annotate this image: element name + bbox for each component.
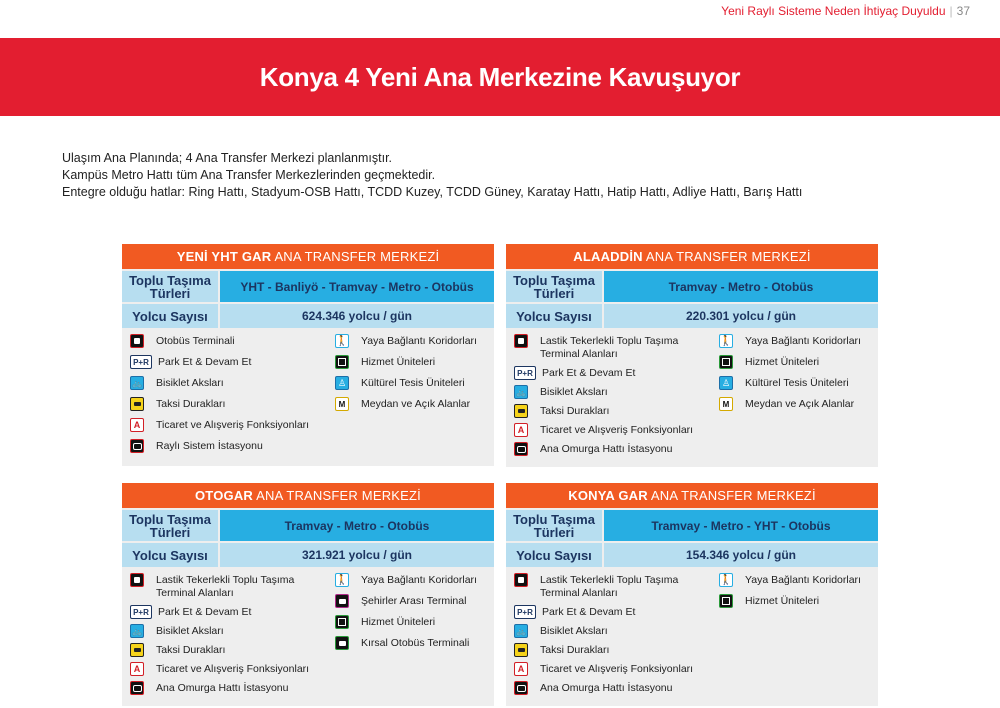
legend-item-label: Bisiklet Aksları [156, 625, 224, 637]
service-unit-icon [719, 594, 733, 608]
legend-item [130, 355, 335, 369]
legend-item-label: Yaya Bağlantı Koridorları [745, 335, 861, 347]
service-unit-icon [335, 615, 349, 629]
legend-item [130, 418, 335, 432]
legend-item [514, 442, 719, 456]
legend-item [719, 573, 878, 587]
bicycle-icon: 🚲 [130, 376, 144, 390]
passenger-count-value: 624.346 yolcu / gün [220, 304, 494, 328]
legend-item [130, 376, 335, 390]
card-title [506, 244, 878, 269]
transport-types-label: Toplu Taşıma Türleri [506, 271, 602, 302]
legend-item [514, 605, 719, 619]
service-unit-icon [719, 355, 733, 369]
culture-icon: ♙ [719, 376, 733, 390]
transfer-center-card [506, 244, 878, 467]
legend-item-label: Raylı Sistem İstasyonu [156, 440, 263, 452]
legend-item-label: Şehirler Arası Terminal [361, 595, 467, 607]
passenger-count-label: Yolcu Sayısı [506, 543, 602, 567]
shopping-icon: A [514, 662, 528, 676]
rural-bus-icon [335, 636, 349, 650]
transfer-center-card [506, 483, 878, 706]
bus-terminal-icon [130, 334, 144, 348]
passenger-count-label: Yolcu Sayısı [122, 304, 218, 328]
legend-item-label: Ticaret ve Alışveriş Fonksiyonları [156, 419, 310, 431]
legend-item-label: Ticaret ve Alışveriş Fonksiyonları [540, 663, 694, 675]
title-banner [0, 38, 1000, 116]
transport-types-label: Toplu Taşıma Türleri [506, 510, 602, 541]
legend-item [514, 404, 719, 418]
card-title [506, 483, 878, 508]
intro-line: Ulaşım Ana Planında; 4 Ana Transfer Merkezi planlanmıştır. [62, 151, 393, 165]
legend-column [514, 334, 719, 461]
taxi-icon [514, 404, 528, 418]
legend-column [335, 573, 494, 700]
legend-item [719, 376, 878, 390]
legend-item-label: Hizmet Üniteleri [745, 356, 820, 368]
legend-item-label: Lastik Tekerlekli Toplu Taşıma Terminal Alanları [156, 574, 295, 599]
transport-types-row [506, 510, 878, 541]
legend-item [719, 594, 878, 608]
card-title [122, 244, 494, 269]
passenger-count-value: 154.346 yolcu / gün [604, 543, 878, 567]
legend-item [130, 439, 335, 453]
legend-item [335, 397, 494, 411]
legend-item-label: Park Et & Devam Et [158, 356, 252, 368]
legend-item [335, 376, 494, 390]
rail-station-icon [130, 681, 144, 695]
legend-item [130, 573, 335, 600]
park-and-ride-icon: P+R [130, 605, 152, 619]
center-suffix: ANA TRANSFER MERKEZİ [645, 249, 811, 264]
facility-legend [506, 328, 878, 467]
legend-item [514, 334, 719, 361]
center-name: OTOGAR [195, 488, 254, 503]
rail-station-icon [514, 442, 528, 456]
legend-item-label: Ana Omurga Hattı İstasyonu [540, 443, 673, 455]
legend-item [514, 662, 719, 676]
legend-item-label: Bisiklet Aksları [540, 386, 608, 398]
page-number: 37 [956, 4, 970, 18]
pedestrian-icon: 🚶 [719, 574, 733, 586]
passenger-count-value: 220.301 yolcu / gün [604, 304, 878, 328]
legend-item-label: Taksi Durakları [540, 644, 610, 656]
passenger-count-row [506, 304, 878, 328]
pedestrian-icon: 🚶 [335, 335, 349, 347]
page-header [721, 4, 970, 18]
park-and-ride-icon: P+R [514, 366, 536, 380]
park-and-ride-icon: P+R [130, 355, 152, 369]
passenger-count-row [506, 543, 878, 567]
shopping-icon: A [514, 423, 528, 437]
legend-item [130, 605, 335, 619]
legend-item [514, 573, 719, 600]
taxi-icon [130, 643, 144, 657]
legend-item [514, 423, 719, 437]
transport-types-row [122, 271, 494, 302]
card-title [122, 483, 494, 508]
bus-terminal-icon [514, 573, 528, 587]
legend-item-label: Bisiklet Aksları [156, 377, 224, 389]
center-name: KONYA GAR [568, 488, 648, 503]
square-icon: M [719, 397, 733, 411]
bicycle-icon: 🚲 [514, 385, 528, 399]
legend-column [719, 334, 878, 461]
bus-terminal-icon [130, 573, 144, 587]
intro-line: Kampüs Metro Hattı tüm Ana Transfer Merkezlerinden geçmektedir. [62, 168, 436, 182]
transport-types-label: Toplu Taşıma Türleri [122, 271, 218, 302]
legend-column [130, 573, 335, 700]
bicycle-icon: 🚲 [130, 624, 144, 638]
legend-column [514, 573, 719, 700]
legend-item [130, 643, 335, 657]
legend-item-label: Hizmet Üniteleri [361, 356, 436, 368]
legend-item [335, 594, 494, 608]
legend-item-label: Kültürel Tesis Üniteleri [361, 377, 465, 389]
transport-types-value: Tramvay - Metro - YHT - Otobüs [604, 510, 878, 541]
legend-item [514, 643, 719, 657]
bicycle-icon: 🚲 [514, 624, 528, 638]
bus-terminal-icon [514, 334, 528, 348]
legend-item [130, 662, 335, 676]
center-name: ALAADDİN [573, 249, 643, 264]
legend-item [514, 681, 719, 695]
transport-types-value: Tramvay - Metro - Otobüs [604, 271, 878, 302]
legend-item-label: Hizmet Üniteleri [745, 595, 820, 607]
legend-item [719, 397, 878, 411]
legend-item-label: Yaya Bağlantı Koridorları [745, 574, 861, 586]
service-unit-icon [335, 355, 349, 369]
passenger-count-label: Yolcu Sayısı [506, 304, 602, 328]
transport-types-label: Toplu Taşıma Türleri [122, 510, 218, 541]
transfer-center-card [122, 483, 494, 706]
legend-item-label: Bisiklet Aksları [540, 625, 608, 637]
shopping-icon: A [130, 418, 144, 432]
legend-item [335, 334, 494, 348]
transport-types-row [122, 510, 494, 541]
legend-item-label: Yaya Bağlantı Koridorları [361, 335, 477, 347]
legend-item-label: Ticaret ve Alışveriş Fonksiyonları [156, 663, 310, 675]
legend-item-label: Park Et & Devam Et [542, 367, 636, 379]
legend-item [130, 397, 335, 411]
taxi-icon [514, 643, 528, 657]
legend-item [514, 366, 719, 380]
legend-column [719, 573, 878, 700]
legend-item-label: Park Et & Devam Et [542, 606, 636, 618]
rail-station-icon [130, 439, 144, 453]
legend-item-label: Ticaret ve Alışveriş Fonksiyonları [540, 424, 694, 436]
legend-item [335, 615, 494, 629]
transfer-center-card [122, 244, 494, 466]
facility-legend [122, 567, 494, 706]
page-title: Konya 4 Yeni Ana Merkezine Kavuşuyor [259, 61, 741, 92]
header-separator: | [949, 4, 953, 18]
section-title: Yeni Raylı Sisteme Neden İhtiyaç Duyuldu [721, 4, 946, 18]
legend-item-label: Ana Omurga Hattı İstasyonu [540, 682, 673, 694]
intercity-terminal-icon [335, 594, 349, 608]
legend-item-label: Ana Omurga Hattı İstasyonu [156, 682, 289, 694]
legend-item-label: Yaya Bağlantı Koridorları [361, 574, 477, 586]
legend-column [130, 334, 335, 460]
legend-item-label: Lastik Tekerlekli Toplu Taşıma Terminal Alanları [540, 335, 679, 360]
intro-text [62, 150, 802, 201]
legend-item [514, 385, 719, 399]
center-suffix: ANA TRANSFER MERKEZİ [274, 249, 440, 264]
legend-item-label: Otobüs Terminali [156, 335, 235, 347]
legend-item-label: Taksi Durakları [156, 644, 226, 656]
legend-item-label: Kültürel Tesis Üniteleri [745, 377, 849, 389]
taxi-icon [130, 397, 144, 411]
legend-item-label: Park Et & Devam Et [158, 606, 252, 618]
center-name: YENİ YHT GAR [176, 249, 272, 264]
legend-item [130, 334, 335, 348]
pedestrian-icon: 🚶 [719, 335, 733, 347]
legend-item-label: Lastik Tekerlekli Toplu Taşıma Terminal Alanları [540, 574, 679, 599]
transport-types-value: YHT - Banliyö - Tramvay - Metro - Otobüs [220, 271, 494, 302]
facility-legend [506, 567, 878, 706]
legend-item-label: Taksi Durakları [156, 398, 226, 410]
shopping-icon: A [130, 662, 144, 676]
legend-item [335, 573, 494, 587]
passenger-count-row [122, 543, 494, 567]
legend-item-label: Taksi Durakları [540, 405, 610, 417]
center-suffix: ANA TRANSFER MERKEZİ [650, 488, 816, 503]
transport-types-row [506, 271, 878, 302]
center-suffix: ANA TRANSFER MERKEZİ [256, 488, 421, 503]
legend-item [130, 624, 335, 638]
legend-item [335, 636, 494, 650]
legend-item [130, 681, 335, 695]
legend-item [514, 624, 719, 638]
legend-item-label: Hizmet Üniteleri [361, 616, 436, 628]
legend-column [335, 334, 494, 460]
legend-item-label: Kırsal Otobüs Terminali [361, 637, 470, 649]
park-and-ride-icon: P+R [514, 605, 536, 619]
facility-legend [122, 328, 494, 466]
passenger-count-label: Yolcu Sayısı [122, 543, 218, 567]
transport-types-value: Tramvay - Metro - Otobüs [220, 510, 494, 541]
square-icon: M [335, 397, 349, 411]
pedestrian-icon: 🚶 [335, 574, 349, 586]
passenger-count-value: 321.921 yolcu / gün [220, 543, 494, 567]
passenger-count-row [122, 304, 494, 328]
rail-station-icon [514, 681, 528, 695]
legend-item [335, 355, 494, 369]
legend-item [719, 334, 878, 348]
legend-item-label: Meydan ve Açık Alanlar [745, 398, 855, 410]
intro-line: Entegre olduğu hatlar: Ring Hattı, Stadyum-OSB Hattı, TCDD Kuzey, TCDD Güney, Karatay Hattı, Hatip Hattı, Adliye Hattı, Barış Hattı [62, 185, 803, 199]
legend-item-label: Meydan ve Açık Alanlar [361, 398, 471, 410]
culture-icon: ♙ [335, 376, 349, 390]
legend-item [719, 355, 878, 369]
